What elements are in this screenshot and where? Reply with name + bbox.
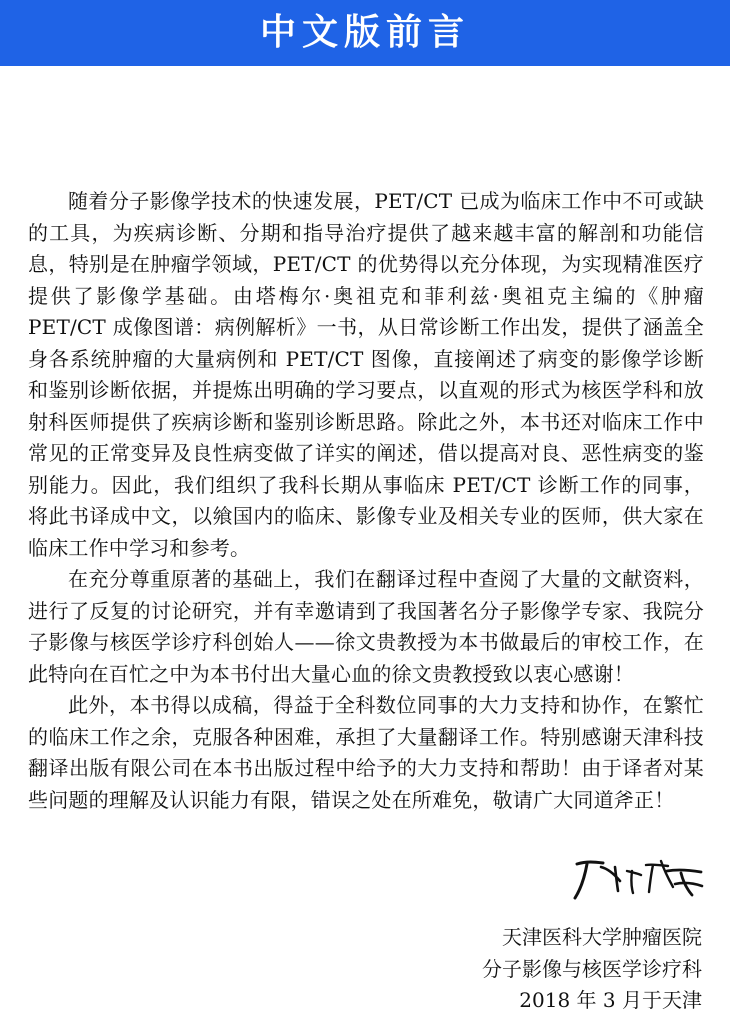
paragraph-3: 此外，本书得以成稿，得益于全科数位同事的大力支持和协作，在繁忙的临床工作之余，克服各种困难，承担了大量翻译工作。特别感谢天津科技翻译出版有限公司在本书出版过程中给予的大力支持和帮助！由于译者对某些问题的理解及认识能力有限，错误之处在所难免，敬请广大同道斧正！ (28, 693, 704, 812)
paragraph-2: 在充分尊重原著的基础上，我们在翻译过程中查阅了大量的文献资料，进行了反复的讨论研究，并有幸邀请到了我国著名分子影像学专家、我院分子影像与核医学诊疗科创始人——徐文贵教授为本书做最后的审校工作，在此特向在百忙之中为本书付出大量心血的徐文贵教授致以衷心感谢！ (28, 567, 704, 686)
paragraph-1: 随着分子影像学技术的快速发展，PET/CT 已成为临床工作中不可或缺的工具，为疾病诊断、分期和指导治疗提供了越来越丰富的解剖和功能信息，特别是在肿瘤学领域，PET/CT 的优势得以充分体现，为实现精准医疗提供了影像学基础。由塔梅尔·奥祖克和菲利兹·奥祖克主编的《肿瘤 PET/CT 成像图谱：病例解析》一书，从日常诊断工作出发，提供了涵盖全身各系统肿瘤的大量病例和 PET/CT 图像，直接阐述了病变的影像学诊断和鉴别诊断依据，并提炼出明确的学习要点，以直观的形式为核医学科和放射科医师提供了疾病诊断和鉴别诊断思路。除此之外，本书还对临床工作中常见的正常变异及良性病变做了详实的阐述，借以提高对良、恶性病变的鉴别能力。因此，我们组织了我科长期从事临床 PET/CT 诊断工作的同事，将此书译成中文，以飨国内的临床、影像专业及相关专业的医师，供大家在临床工作中学习和参考。 (28, 189, 704, 560)
date-location: 2018 年 3 月于天津 (519, 988, 702, 1012)
header-banner (0, 0, 730, 66)
affiliation-block (482, 922, 702, 1017)
department-name: 分子影像与核医学诊疗科 (482, 956, 702, 981)
hospital-name: 天津医科大学肿瘤医院 (502, 925, 702, 949)
handwritten-signature (565, 853, 715, 909)
page-title: 中文版前言 (259, 12, 470, 53)
preface-body (28, 186, 704, 816)
